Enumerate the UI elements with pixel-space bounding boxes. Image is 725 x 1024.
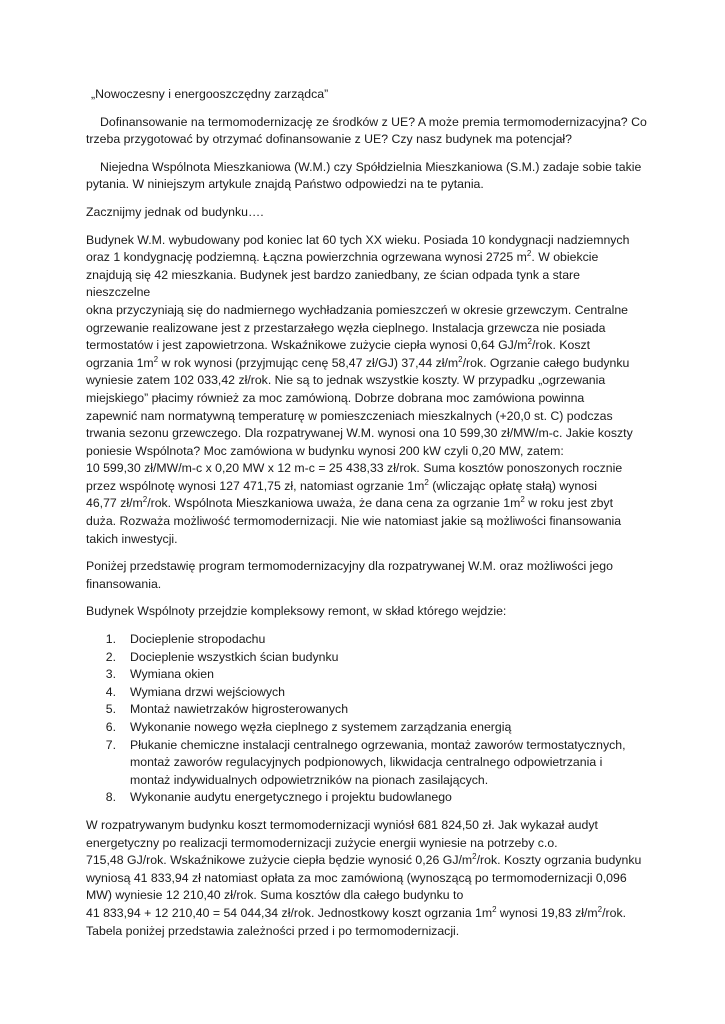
list-item	[86, 719, 647, 737]
list-item-number: 1.	[105, 632, 116, 647]
list-item-number: 8.	[105, 790, 116, 805]
list-item-text: Wykonanie nowego węzła cieplnego z systemem zarządzania energią	[130, 720, 512, 734]
result-paragraph: W rozpatrywanym budynku koszt termomodernizacji wyniósł 681 824,50 zł. Jak wykazał audyt energetyczny po realizacji termomodernizacji zużycie energii wyniesie na potrzeby c.o. 715,48 GJ/rok. Wskaźnikowe zużycie ciepła będzie wynosić 0,26 $GJ/m^2$/rok. Koszty ogrzania budynku wyniosą 41 833,94 zł natomiast opłata za moc zamówioną (wynoszącą po termomodernizacji 0,096 MW) wyniesie 12 210,40 zł/rok. Suma kosztów dla całego budynku to 41 833,94 + 12 210,40 = 54 044,34 zł/rok. Jednostkowy koszt ogrzania $1m^2$ wynosi 19,83 $zł/m^2$/rok. Tabela poniżej przedstawia zależności przed i po termomodernizacji.	[86, 817, 642, 938]
list-item-text: Wykonanie audytu energetycznego i projektu budowlanego	[130, 790, 452, 805]
list-item-text: Docieplenie stropodachu	[130, 632, 266, 647]
renovation-list	[86, 631, 647, 807]
list-item	[86, 649, 647, 667]
intro-answer-paragraph: Niejedna Wspólnota Mieszkaniowa (W.M.) czy Spółdzielnia Mieszkaniowa (S.M.) zadaje sobie takie pytania. W niniejszym artykule znajdą Państwo odpowiedzi na te pytania.	[86, 159, 642, 192]
building-description-paragraph: Budynek W.M. wybudowany pod koniec lat 60 tych XX wieku. Posiada 10 kondygnacji nadziemnych oraz 1 kondygnację podziemną. Łączna powierzchnia ogrzewana wynosi 2725 $m^2$. W obiekcie znajdują się 42 mieszkania. Budynek jest bardzo zaniedbany, ze ścian odpada tynk a stare nieszczelne okna przyczyniają się do nadmiernego wychładzania pomieszczeń w okresie grzewczym. Centralne ogrzewanie realizowane jest z przestarzałego węzła cieplnego. Instalacja grzewcza nie posiada termostatów i jest zapowietrzona. Wskaźnikowe zużycie ciepła wynosi 0,64 $GJ/m^2$/rok. Koszt ogrzania $1m^2$ w rok wynosi (przyjmując cenę 58,47 zł/GJ) 37,44 $zł/m^2$/rok. Ogrzanie całego budynku wyniesie zatem 102 033,42 zł/rok. Nie są to jednak wszystkie koszty. W przypadku „ogrzewania miejskiego” płacimy również za moc zamówioną. Dobrze dobrana moc zamówiona powinna zapewnić nam normatywną temperaturę w pomieszczeniach mieszkalnych (+20,0 st. C) podczas trwania sezonu grzewczego. Dla rozpatrywanej W.M. wynosi ona 10 599,30 zł/MW/m-c. Jakie koszty poniesie Wspólnota? Moc zamówiona w budynku wynosi 200 kW czyli 0,20 MW, zatem: 10 599,30 zł/MW/m-c x 0,20 MW x 12 m-c = 25 438,33 zł/rok. Suma kosztów ponoszonych rocznie przez wspólnotę wynosi 127 471,75 zł, natomiast ogrzanie $1m^2$ (wliczając opłatę stałą) wynosi 46,77 $zł/m^2$/rok. Wspólnota Mieszkaniowa uważa, że dana cena za ogrzanie $1m^2$ w roku jest zbyt duża. Rozważa możliwość termomodernizacji. Nie wie natomiast jakie są możliwości finansowania takich inwestycji.	[86, 232, 633, 546]
list-item-number: 2.	[105, 649, 116, 664]
list-item-text: Montaż nawietrzaków higrosterowanych	[130, 702, 349, 717]
intro-questions-paragraph: Dofinansowanie na termomodernizację ze środków z UE? A może premia termomodernizacyjna? Co trzeba przygotować by otrzymać dofinansowanie z UE? Czy nasz budynek ma potencjał?	[86, 114, 647, 147]
document-title: „Nowoczesny i energooszczędny zarządca”	[91, 87, 329, 101]
list-item-number: 5.	[105, 702, 116, 717]
list-item	[86, 737, 647, 790]
list-item-number: 4.	[105, 684, 116, 699]
renovation-intro-paragraph: Budynek Wspólnoty przejdzie kompleksowy remont, w skład którego wejdzie:	[86, 604, 507, 619]
program-intro-paragraph: Poniżej przedstawię program termomodernizacyjny dla rozpatrywanej W.M. oraz możliwości jego finansowania.	[86, 559, 613, 591]
list-item-number: 7.	[105, 737, 116, 752]
list-item	[86, 701, 647, 719]
start-paragraph: Zacznijmy jednak od budynku….	[86, 204, 264, 219]
list-item-text: Wymiana drzwi wejściowych	[130, 684, 286, 699]
list-item	[86, 631, 647, 649]
list-item-number: 6.	[105, 720, 116, 734]
list-item-text: Płukanie chemiczne instalacji centralnego ogrzewania, montaż zaworów termostatycznych, montaż zaworów regulacyjnych podpionowych, likwidacja centralnego odpowietrzania i montaż indywidualnych odpowietrzników na pionach zasilających.	[130, 737, 626, 787]
list-item	[86, 789, 647, 807]
list-item	[86, 666, 647, 684]
list-item	[86, 684, 647, 702]
list-item-number: 3.	[105, 667, 116, 682]
list-item-text: Docieplenie wszystkich ścian budynku	[130, 649, 339, 664]
list-item-text: Wymiana okien	[130, 667, 214, 682]
